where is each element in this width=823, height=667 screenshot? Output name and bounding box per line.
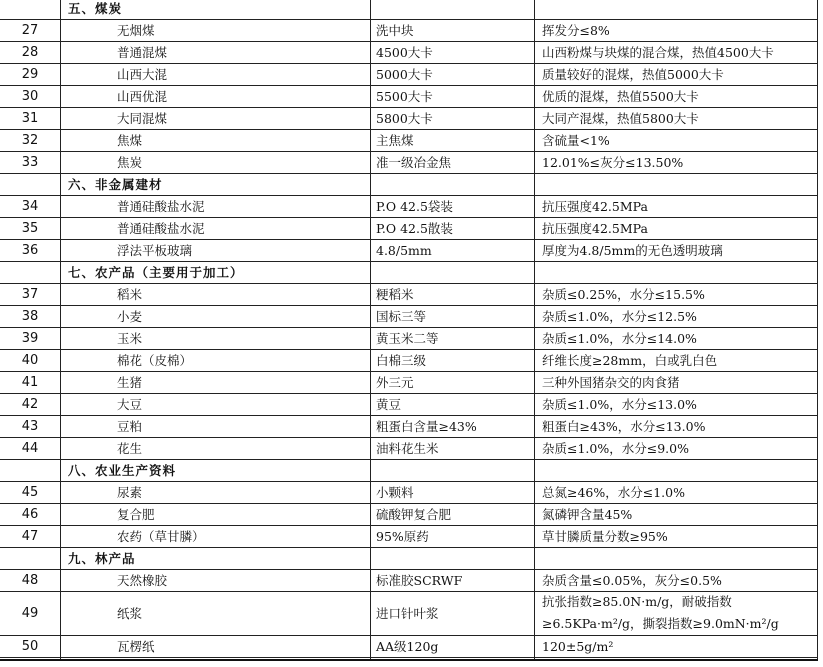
product-name: 浮法平板玻璃 bbox=[117, 243, 193, 258]
spec-note: 粗蛋白≥43%，水分≤13.0% bbox=[542, 419, 706, 434]
table-row bbox=[0, 41, 823, 63]
product-name: 普通混煤 bbox=[117, 45, 168, 60]
category-title: 七、农产品（主要用于加工） bbox=[68, 265, 244, 280]
row-number: 33 bbox=[21, 154, 39, 170]
row-divider bbox=[0, 173, 818, 174]
row-divider bbox=[0, 349, 818, 350]
product-name: 豆粕 bbox=[117, 419, 143, 434]
spec-standard: 95%原药 bbox=[376, 529, 429, 544]
spec-note: 氮磷钾含量45% bbox=[542, 507, 633, 522]
spec-standard: 5500大卡 bbox=[376, 89, 433, 104]
row-number: 29 bbox=[21, 66, 39, 82]
spec-note: 杂质≤1.0%，水分≤14.0% bbox=[542, 331, 697, 346]
row-number: 43 bbox=[21, 418, 39, 434]
spec-standard: 主焦煤 bbox=[376, 133, 414, 148]
spec-standard bbox=[370, 173, 534, 195]
row-number: 28 bbox=[21, 44, 39, 60]
spec-standard: 5800大卡 bbox=[376, 111, 433, 126]
category-title: 五、煤炭 bbox=[68, 1, 123, 16]
row-number: 27 bbox=[21, 22, 39, 38]
table-row bbox=[0, 217, 823, 239]
column-divider bbox=[370, 0, 371, 659]
spec-standard: 进口针叶浆 bbox=[376, 606, 439, 621]
row-divider bbox=[0, 19, 818, 20]
column-divider bbox=[534, 0, 535, 659]
row-divider bbox=[0, 437, 818, 438]
row-number: 39 bbox=[21, 330, 39, 346]
table-row bbox=[0, 129, 823, 151]
product-name: 普通硅酸盐水泥 bbox=[117, 199, 205, 214]
spec-standard: 硫酸钾复合肥 bbox=[376, 507, 452, 522]
category-title: 八、农业生产资料 bbox=[68, 463, 177, 478]
table-row bbox=[0, 63, 823, 85]
spec-standard: P.O 42.5散装 bbox=[376, 221, 453, 236]
spec-note: 大同产混煤，热值5800大卡 bbox=[542, 111, 699, 126]
table-row bbox=[0, 437, 823, 459]
spec-note: 杂质含量≤0.05%，灰分≤0.5% bbox=[542, 573, 722, 588]
row-divider bbox=[0, 63, 818, 64]
spec-note: 12.01%≤灰分≤13.50% bbox=[542, 155, 684, 170]
category-title: 六、非金属建材 bbox=[68, 177, 163, 192]
row-divider bbox=[0, 459, 818, 460]
table-row bbox=[0, 349, 823, 371]
spec-standard bbox=[370, 547, 534, 569]
row-divider bbox=[0, 525, 818, 526]
column-divider bbox=[60, 0, 61, 659]
category-row bbox=[0, 547, 823, 569]
product-name: 生猪 bbox=[117, 375, 143, 390]
product-name: 瓦楞纸 bbox=[117, 639, 155, 654]
table-row bbox=[0, 327, 823, 349]
table-row bbox=[0, 503, 823, 525]
spec-note bbox=[534, 547, 817, 569]
product-name: 大豆 bbox=[117, 397, 143, 412]
row-divider bbox=[0, 217, 818, 218]
row-divider bbox=[0, 547, 818, 548]
spec-note: 含硫量<1% bbox=[542, 133, 610, 148]
spec-note: 厚度为4.8/5mm的无色透明玻璃 bbox=[542, 243, 723, 258]
row-divider bbox=[0, 481, 818, 482]
table-row bbox=[0, 151, 823, 173]
table-bottom-border bbox=[0, 659, 818, 661]
spec-standard: 黄豆 bbox=[376, 397, 402, 412]
spec-note: 质量较好的混煤，热值5000大卡 bbox=[542, 67, 724, 82]
row-divider bbox=[0, 129, 818, 130]
row-number: 34 bbox=[21, 198, 39, 214]
product-name: 尿素 bbox=[117, 485, 143, 500]
row-number: 30 bbox=[21, 88, 39, 104]
table-row bbox=[0, 371, 823, 393]
table-row bbox=[0, 85, 823, 107]
product-name: 小麦 bbox=[117, 309, 143, 324]
row-divider bbox=[0, 283, 818, 284]
spec-standard: 国标三等 bbox=[376, 309, 427, 324]
table-row bbox=[0, 635, 823, 657]
row-number bbox=[0, 261, 60, 283]
row-number: 41 bbox=[21, 374, 39, 390]
table-row bbox=[0, 19, 823, 41]
row-divider bbox=[0, 107, 818, 108]
row-divider bbox=[0, 41, 818, 42]
row-divider bbox=[0, 569, 818, 570]
product-name: 稻米 bbox=[117, 287, 143, 302]
product-name: 复合肥 bbox=[117, 507, 155, 522]
spec-standard: 粗蛋白含量≥43% bbox=[376, 419, 477, 434]
category-row bbox=[0, 173, 823, 195]
spec-standard: 油料花生米 bbox=[376, 441, 439, 456]
product-name: 天然橡胶 bbox=[117, 573, 168, 588]
row-number bbox=[0, 459, 60, 481]
spec-standard: 5000大卡 bbox=[376, 67, 433, 82]
spec-standard: 标准胶SCRWF bbox=[376, 573, 463, 588]
table-row bbox=[0, 195, 823, 217]
category-row bbox=[0, 261, 823, 283]
row-number: 36 bbox=[21, 242, 39, 258]
row-divider bbox=[0, 393, 818, 394]
spec-note-line2: ≥6.5KPa·m²/g，撕裂指数≥9.0mN·m²/g bbox=[542, 616, 779, 631]
spec-note: 120±5g/m² bbox=[542, 638, 614, 654]
table-row bbox=[0, 481, 823, 503]
row-divider bbox=[0, 591, 818, 592]
spec-standard: 外三元 bbox=[376, 375, 414, 390]
row-number: 46 bbox=[21, 506, 39, 522]
table-row bbox=[0, 591, 823, 635]
product-name: 山西大混 bbox=[117, 67, 168, 82]
row-number: 31 bbox=[21, 110, 39, 126]
product-name: 花生 bbox=[117, 441, 143, 456]
product-name: 焦煤 bbox=[117, 133, 143, 148]
product-name: 棉花（皮棉） bbox=[117, 353, 193, 368]
spec-standard: 4.8/5mm bbox=[376, 242, 432, 258]
row-divider bbox=[0, 195, 818, 196]
product-name: 农药（草甘膦） bbox=[117, 529, 205, 544]
spec-standard bbox=[370, 0, 534, 19]
row-number: 38 bbox=[21, 308, 39, 324]
table-row bbox=[0, 305, 823, 327]
row-number bbox=[0, 547, 60, 569]
product-name: 纸浆 bbox=[117, 606, 143, 621]
spec-standard: 小颗料 bbox=[376, 485, 414, 500]
row-divider bbox=[0, 635, 818, 636]
row-divider bbox=[0, 503, 818, 504]
product-name: 无烟煤 bbox=[117, 23, 155, 38]
row-divider bbox=[0, 239, 818, 240]
row-number bbox=[0, 173, 60, 195]
row-divider bbox=[0, 327, 818, 328]
table-row bbox=[0, 393, 823, 415]
spec-note: 总氮≥46%，水分≤1.0% bbox=[542, 485, 685, 500]
table-row bbox=[0, 107, 823, 129]
spec-standard: 4500大卡 bbox=[376, 45, 433, 60]
table-row bbox=[0, 569, 823, 591]
spec-note: 杂质≤1.0%，水分≤13.0% bbox=[542, 397, 697, 412]
category-row bbox=[0, 459, 823, 481]
spec-note: 杂质≤0.25%，水分≤15.5% bbox=[542, 287, 705, 302]
spec-note: 挥发分≤8% bbox=[542, 23, 610, 38]
product-name: 玉米 bbox=[117, 331, 143, 346]
spec-note: 山西粉煤与块煤的混合煤，热值4500大卡 bbox=[542, 45, 774, 60]
spec-note: 三种外国猪杂交的肉食猪 bbox=[542, 375, 680, 390]
spec-standard: 黄玉米二等 bbox=[376, 331, 439, 346]
spec-note: 草甘膦质量分数≥95% bbox=[542, 529, 668, 544]
table-row bbox=[0, 415, 823, 437]
row-divider bbox=[0, 151, 818, 152]
row-number: 48 bbox=[21, 572, 39, 588]
table-row bbox=[0, 239, 823, 261]
row-number: 37 bbox=[21, 286, 39, 302]
row-number: 44 bbox=[21, 440, 39, 456]
category-title: 九、林产品 bbox=[68, 551, 136, 566]
spec-note bbox=[534, 459, 817, 481]
spec-standard: 洗中块 bbox=[376, 23, 414, 38]
spec-note bbox=[534, 261, 817, 283]
row-divider bbox=[0, 261, 818, 262]
row-number: 40 bbox=[21, 352, 39, 368]
row-number: 35 bbox=[21, 220, 39, 236]
spec-note bbox=[534, 591, 817, 635]
spec-standard: 白棉三级 bbox=[376, 353, 427, 368]
spec-note: 抗压强度42.5MPa bbox=[542, 199, 648, 214]
spec-standard: 准一级冶金焦 bbox=[376, 155, 452, 170]
spec-note bbox=[534, 173, 817, 195]
product-name: 焦炭 bbox=[117, 155, 143, 170]
row-number: 47 bbox=[21, 528, 39, 544]
row-number: 32 bbox=[21, 132, 39, 148]
table-row bbox=[0, 283, 823, 305]
row-divider bbox=[0, 415, 818, 416]
spec-note: 抗压强度42.5MPa bbox=[542, 221, 648, 236]
row-divider bbox=[0, 657, 818, 658]
spec-standard: 粳稻米 bbox=[376, 287, 414, 302]
row-number: 42 bbox=[21, 396, 39, 412]
row-divider bbox=[0, 305, 818, 306]
spec-standard: P.O 42.5袋装 bbox=[376, 199, 453, 214]
row-number: 50 bbox=[21, 638, 39, 654]
row-divider bbox=[0, 85, 818, 86]
spec-note: 纤维长度≥28mm，白或乳白色 bbox=[542, 353, 718, 368]
spec-note: 杂质≤1.0%，水分≤9.0% bbox=[542, 441, 689, 456]
spec-note: 优质的混煤，热值5500大卡 bbox=[542, 89, 699, 104]
spec-standard: AA级120g bbox=[376, 639, 439, 654]
table-row bbox=[0, 525, 823, 547]
spec-standard bbox=[370, 261, 534, 283]
row-number: 49 bbox=[21, 605, 39, 621]
product-name: 大同混煤 bbox=[117, 111, 168, 126]
product-name: 普通硅酸盐水泥 bbox=[117, 221, 205, 236]
column-divider bbox=[817, 0, 818, 659]
row-divider bbox=[0, 371, 818, 372]
product-name: 山西优混 bbox=[117, 89, 168, 104]
category-row bbox=[0, 0, 823, 19]
row-number bbox=[0, 0, 60, 19]
row-number: 45 bbox=[21, 484, 39, 500]
spec-note: 杂质≤1.0%，水分≤12.5% bbox=[542, 309, 697, 324]
spec-standard bbox=[370, 459, 534, 481]
spec-note bbox=[534, 0, 817, 19]
spec-note-line1: 抗张指数≥85.0N·m/g，耐破指数 bbox=[542, 594, 732, 609]
